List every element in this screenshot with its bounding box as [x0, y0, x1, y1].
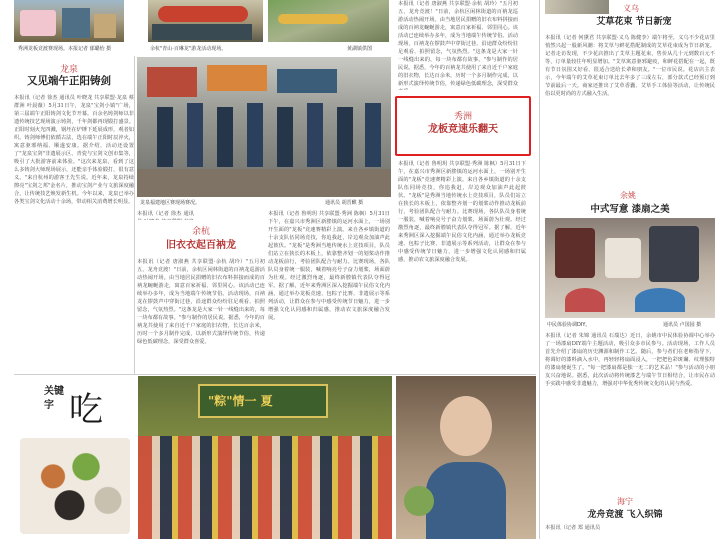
haining-place: 海宁	[617, 497, 633, 506]
yiwu-top-photo	[545, 0, 609, 14]
xiuzhou-body: 本报讯（记者 鲁明玥 共享联盟·秀洲 陈枫）5月31日下午，在嘉兴市秀洲区新塍镇的运河水面上，一场别开生面的"龙板"竞速赛精彩上演。来自各乡镇街道的十余支队伍同场竞技，你追我赶，岸边观众加油声此起彼伏。"龙板"是秀洲当地传统水上竞技项目，队员们站立在狭长的木板上，依靠整齐划一的划桨动作推动龙板前行，考验团队配合与耐力。比赛现场，各队队员身着统一服装，喊着响亮号子奋力划桨，场面蔚为壮观。经过激烈角逐，最终新塍镇代表队夺得冠军。据了解，近年来秀洲区深入挖掘端午民俗文化内涵，通过举办龙板竞速、包粽子比赛、非遗展示等系列活动，让群众在参与中感受传统节日魅力，进一步增强文化认同感和归属感，推动农文旅深度融合发展。	[398, 161, 526, 263]
longquan-place: 龙泉	[59, 65, 78, 75]
yuyao-place: 余姚	[620, 191, 636, 200]
bottom-divider	[14, 374, 536, 375]
yuyao-body: 本报讯（记者 朱锦 通讯员 石瑞达）近日，余姚市中民体验协调中心举办了一场漆扇DIY端午主题活动，吸引众多市民参与。活动现场，工作人员首先介绍了漆扇的历史渊源和制作工艺。随后，参与者们在老师指导下，将调好的漆料滴入水中，再轻轻将扇面浸入，一把把色彩斑斓、纹理独特的漆扇便诞生了。"每一把漆扇都是独一无二的艺术品！"参与活动的小朋友兴奋地说。据悉，此次活动将传统漆艺与端午节日相结合，让市民在动手实践中感受非遗魅力，增强对中华优秀传统文化的认同与热爱。	[545, 333, 715, 387]
sword-forging-credit: 通讯员 胡晋麒 摄	[325, 200, 364, 206]
fan-diy-credit: 通讯员 卢国园 摄	[663, 322, 702, 328]
dragon-parade-photo	[148, 0, 263, 42]
longquan-body: 本报讯（记者 徐杰 通讯员 叶晓龙 共享联盟·龙泉 蔡群洲 叶晨薇）5月31日午，龙泉"宝剑小镇"广场，第三届端午正阳铸剑文化节开幕。百余名铸剑师以非遗传统技艺现场演示铸剑，千年剑都再现锻打盛景。正阳时刻火光四溅，钢坯在炉锤下延展成形，观者如织。铸剑师傅们依循古法，选在端午正阳时辰淬火，寓意驱邪纳福、顺遂安康。据介绍，活动还设置了"龙泉宝剑"非遗展示区、青瓷与宝剑文创市集等，吸引了大批游客前来体验。"这次来龙泉，看到了这么多铸剑大师现场展示，还能亲手体验锻打，很有意义。"来自杭州的游客王先生说。近年来，龙泉持续擦亮"宝剑之邦"金名片，推动宝剑产业与文旅深度融合，让传统技艺焕发新生机。今年以来，龙泉已举办各类宝剑文化活动十余场，带动相关消费增长明显。	[14, 95, 134, 205]
fan-diy-photo	[545, 218, 715, 318]
yiwu-body: 本报讯（记者 何黛君 共享联盟·义乌 陈健李）端午将至，义乌不少花店里悄然兴起一股新风潮：将艾草与鲜花搭配制成的艾草花束成为节日新宠。记者走访发现，不少花店推出了艾草主题花束，售价从几十元到数百元不等，订单量较往年明显增加。"艾草寓意驱邪避疫，和鲜花搭配在一起，既有节日氛围又好看，很适合送给长辈和朋友。"一位市民说。花店店主表示，今年端午的艾草花束订单比去年多了三成左右，部分款式已经预订到节前最后一天。商家还推出了艾草香囊、艾草手工体验等活动，让传统民俗以更时尚的方式融入生活。	[545, 35, 715, 97]
haining-title: 龙舟竞渡 飞入织锦	[587, 510, 663, 520]
yuhang-title: 旧衣衣起百衲龙	[166, 240, 236, 251]
longquan-title: 又见端午正阳铸剑	[27, 75, 111, 87]
longquan-top-caption: 秀洲龙板竞渡赛现场。本报记者 郁璐怡 摄	[18, 46, 112, 52]
haining-body: 本报讯（记者 郑 通讯员	[545, 525, 601, 531]
keyword-big-char: 吃	[69, 390, 103, 430]
yuhang-body-col2: 本报讯（记者 鲁明玥 共享联盟·秀洲 陈枫）5月31日下午，在嘉兴市秀洲区新塍镇的运河水面上，一场别开生面的"龙板"竞速赛精彩上演。来自各乡镇街道的十余支队伍同场竞技，你追我赶，岸边观众加油声此起彼伏。"龙板"是秀洲当地传统水上竞技项目，队员们站立在狭长的木板上，依靠整齐划一的划桨动作推动龙板前行，考验团队配合与耐力。比赛现场，各队队员身着统一服装，喊着响亮号子奋力划桨，场面蔚为壮观。经过激烈角逐，最终新塍镇代表队夺得冠军。据了解，近年来秀洲区深入挖掘端午民俗文化内涵，通过举办龙板竞速、包粽子比赛、非遗展示等系列活动，让群众在参与中感受传统节日魅力，进一步增强文化认同感和归属感，推动农文旅深度融合发展。	[268, 211, 390, 321]
yuhang-place: 余杭	[191, 227, 210, 237]
keyword-label-top: 关键	[44, 386, 64, 397]
yuhang-top-photo	[268, 0, 389, 42]
keyword-label-bottom: 字	[44, 400, 54, 411]
yiwu-title: 艾草花束 节日新宠	[596, 17, 672, 27]
zongzi-festival-photo	[138, 376, 392, 539]
sword-forging-photo	[137, 57, 391, 197]
column-rule-2	[539, 0, 540, 539]
xiuzhou-title: 龙板竞速乐翻天	[428, 124, 498, 135]
yiwu-place: 义乌	[623, 4, 639, 13]
xiuzhou-place: 秀洲	[453, 112, 472, 122]
yuyao-title: 中式写意 漆扇之美	[590, 204, 670, 215]
keyword-block	[14, 376, 136, 539]
longquan-top-photo	[14, 0, 124, 42]
yuhang-body: 本报讯（记者 唐淑燕 共享联盟·余杭 胡玲）"五月初五，龙舟竞渡！"日前，余杭区闲林街道的百衲龙巡游活动热闹开场。由当地居民捐赠的旧衣布料拼接而成的百衲龙蜿蜒游走，寓意百家祈福、邻里同心。该活动已连续举办多年，成为当地端午传统节俗。活动现场，百衲龙在锣鼓声中穿街过巷，沿途群众纷纷驻足观看、拍照留念，气氛热烈。"这条龙是大家一针一线缝出来的，每一块布都有故事。"参与制作的居民说。据悉，今年的百衲龙共使用了来自近千户家庭的旧衣物，长达百余米，历时一个多月制作完成，以新形式演绎传统节俗，传递绿色低碳理念，深受群众喜爱。	[137, 259, 265, 345]
yuhang-top-caption: 黄湖镇供图	[347, 46, 373, 52]
yuhang-lead-text: 本报讯（记者 徐杰 通讯	[137, 211, 194, 217]
fan-diy-caption: 中民体验协调DIY。	[547, 322, 591, 328]
yuhang-continued-text: 本报讯（记者 唐淑燕 共享联盟·余杭 胡玲）"五月初五，龙舟竞渡！"日前，余杭区闲林街道的百衲龙巡游活动热闹开场。由当地居民捐赠的旧衣布料拼接而成的百衲龙蜿蜒游走，寓意百家祈福、邻里同心。该活动已连续举办多年，成为当地端午传统节俗。活动现场，百衲龙在锣鼓声中穿街过巷，沿途群众纷纷驻足观看、拍照留念，气氛热烈。"这条龙是大家一针一线缝出来的，每一块布都有故事。"参与制作的居民说。据悉，今年的百衲龙共使用了来自近千户家庭的旧衣物，长达百余米，历时一个多月制作完成，以新形式演绎传统节俗，传递绿色低碳理念，深受群众	[398, 1, 518, 87]
column-rule-1	[134, 56, 135, 374]
portrait-photo	[396, 376, 536, 539]
sword-forging-caption: 龙泉福建地区赛现场赛况。	[140, 200, 201, 206]
zongzi-banner-text: "粽"情一 夏	[208, 394, 273, 408]
dragon-parade-caption: 余杭"青山·百琳龙"游龙活动现场。	[150, 46, 227, 52]
